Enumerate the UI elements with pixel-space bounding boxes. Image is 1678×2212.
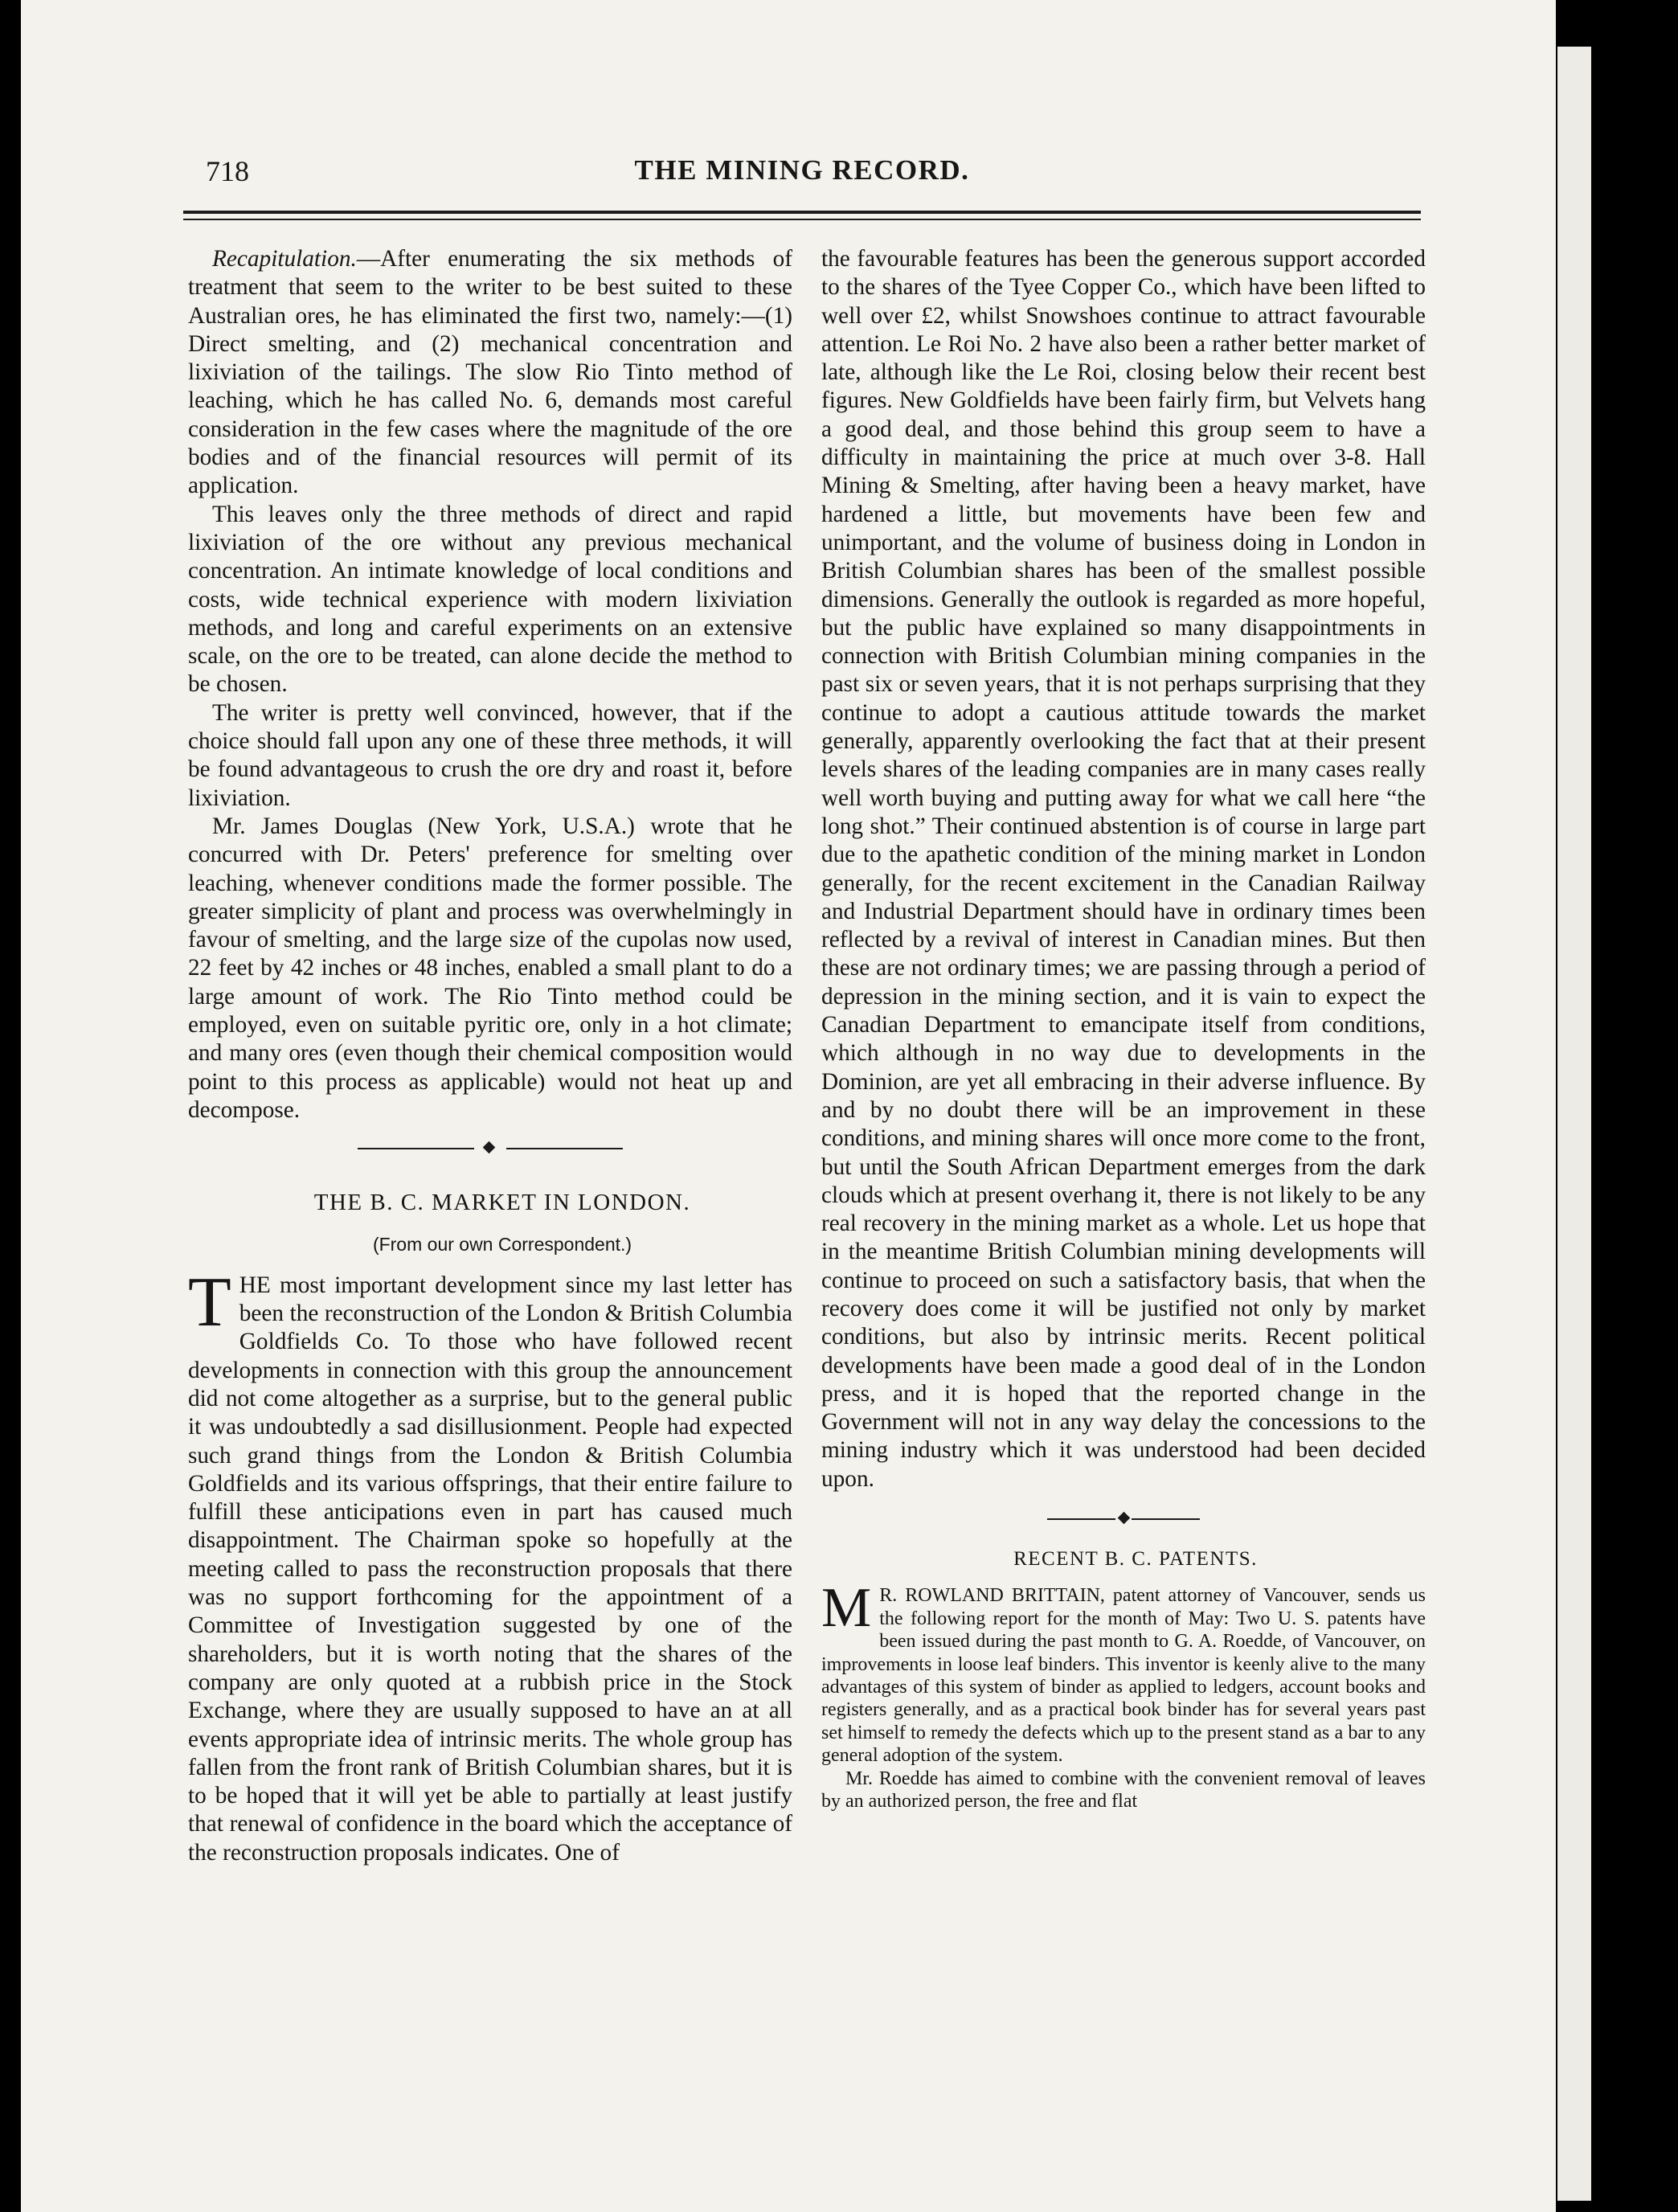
paragraph: Mr. Roedde has aimed to combine with the convenient removal of leaves by an authorized person, the free and flat — [821, 1768, 1426, 1813]
market-heading: THE B. C. MARKET IN LONDON. — [313, 1190, 691, 1216]
header-rule-thin — [183, 219, 1421, 220]
facing-page-edge — [1557, 47, 1591, 2201]
recapitulation-text: —After enumerating the six methods of treatment that seem to the writer to be best suited to these Australian ores, he has eliminated the first two, namely:—(1) Direct smelting, and (2) mechanical concentration and lixiviation of the tailings. The slow Rio Tinto method of leaching, which he has called No. 6, demands most careful consideration in the few cases where the magnitude of the ore bodies and of the financial resources will permit of its application. — [188, 246, 792, 499]
right-column — [821, 245, 1426, 1813]
page-header — [183, 154, 1421, 199]
section-ornament — [358, 1141, 623, 1157]
section-ornament — [1047, 1511, 1200, 1527]
patents-heading: RECENT B. C. PATENTS. — [1013, 1548, 1258, 1571]
paragraph: Mr. James Douglas (New York, U.S.A.) wrote that he concurred with Dr. Peters' preference for smelting over leaching, whenever conditions made the former possible. The greater simplicity of plant and process was overwhelmingly in favour of smelting, and the large size of the cupolas now used, 22 feet by 42 inches or 48 inches, enabled a small plant to do a large amount of work. The Rio Tinto method could be employed, even on suitable pyritic ore, only in a hot climate; and many ores (even though their chemical composition would point to this process as applicable) would not heat up and decompose. — [188, 813, 792, 1123]
header-rule-thick — [183, 211, 1421, 214]
drop-cap: T — [188, 1263, 231, 1342]
left-column — [188, 245, 792, 1867]
market-continued: the favourable features has been the generous support accorded to the shares of the Tyee Copper Co., which have been lifted to well over £2, whilst Snowshoes continue to attract favourable attention. Le Roi No. 2 have also been a rather better market of late, although like the Le Roi, closing below their recent best figures. New Goldfields have been fairly firm, but Velvets hang a good deal, and those behind this group seem to have a difficulty in maintaining the price at much over 3-8. Hall Mining & Smelting, after having been a heavy market, have hardened a little, but movements have been few and unimportant, and the volume of business doing in London in British Columbian shares has been of the smallest possible dimensions. Generally the outlook is regarded as more hopeful, but the public have explained so many disappointments in connection with British Columbian mining companies in the past six or seven years, that it is not perhaps surprising that they continue to adopt a cautious attitude towards the market generally, apparently overlooking the fact that at their present levels shares of the leading companies are in many cases really well worth buying and putting away for what we call here “the long shot.” Their continued abstention is of course in large part due to the apathetic condition of the mining market in London generally, for the recent excitement in the Canadian Railway and Industrial Department should have in ordinary times been reflected by a revival of interest in Canadian mines. But then these are not ordinary times; we are passing through a period of depression in the mining section, and it is vain to expect the Canadian Department to emancipate itself from conditions, which although in no way due to developments in the Dominion, are yet all embracing in their adverse influence. By and by no doubt there will be an improvement in these conditions, and mining shares will once more come to the front, but until the South African Department emerges from the dark clouds which at present overhang it, there is not likely to be any real recovery in the mining market as a whole. Let us hope that in the meantime British Columbian mining developments will continue to proceed on such a satisfactory basis, that when the recovery does come it will be justified not only by market conditions, but also by intrinsic merits. Recent political developments have been made a good deal of in the London press, and it is hoped that the reported change in the Government will not in any way delay the concessions to the mining industry which it was understood had been decided upon. — [821, 246, 1426, 1492]
market-first-paragraph: THE most important development since my last letter has been the reconstruction of the London & British Columbia Goldfields Co. To those who have followed recent developments in connection with this group the announcement did not come altogether as a surprise, but to the general public it was undoubtedly a sad disillusionment. People had expected such grand things from the London & British Columbia Goldfields and its various offsprings, that their entire failure to fulfill these anticipations even in part has caused much disappointment. The Chairman spoke so hopefully at the meeting called to pass the reconstruction proposals that there was no support forthcoming for the appointment of a Committee of Investigation suggested by one of the shareholders, but it is worth noting that the shares of the company are only quoted at a rubbish price in the Stock Exchange, where they are usually supposed to have an at all events appropriate idea of intrinsic merits. The whole group has fallen from the front rank of British Columbian shares, but it is to be hoped that it will yet be able to partially at least justify that renewal of confidence in the board which the acceptance of the reconstruction proposals indicates. One of — [188, 1263, 792, 1866]
drop-cap: M — [821, 1577, 872, 1640]
recapitulation-paragraph — [188, 245, 792, 501]
patents-first-paragraph: M R. ROWLAND BRITTAIN, patent attorney of Vancouver, sends us the following report for the month of May: Two U. S. patents have been issued during the past month to G. A. Roedde, of Vancouver, on improvements in loose leaf binders. This inventor is keenly alive to the many advantages of this system of binder as applied to ledgers, account books and registers generally, and as a practical book binder has for several years past set himself to remedy the defects which up to the present stand as a bar to any general adoption of the system. — [821, 1577, 1426, 1767]
running-title: THE MINING RECORD. — [634, 154, 970, 186]
paragraph: This leaves only the three methods of direct and rapid lixiviation of the ore without any previous mechanical concentration. An intimate knowledge of local conditions and costs, wide technical experience with modern lixiviation methods, and long and careful experiments on an extensive scale, on the ore to be treated, can alone decide the method to be chosen. — [188, 501, 792, 698]
page-number: 718 — [206, 155, 249, 187]
paragraph: The writer is pretty well convinced, however, that if the choice should fall upon any one of these three methods, it will be found advantageous to crush the ore dry and roast it, before lixiviation. — [188, 699, 792, 811]
recapitulation-label: Recapitulation. — [212, 246, 357, 272]
market-byline: (From our own Correspondent.) — [372, 1233, 632, 1255]
